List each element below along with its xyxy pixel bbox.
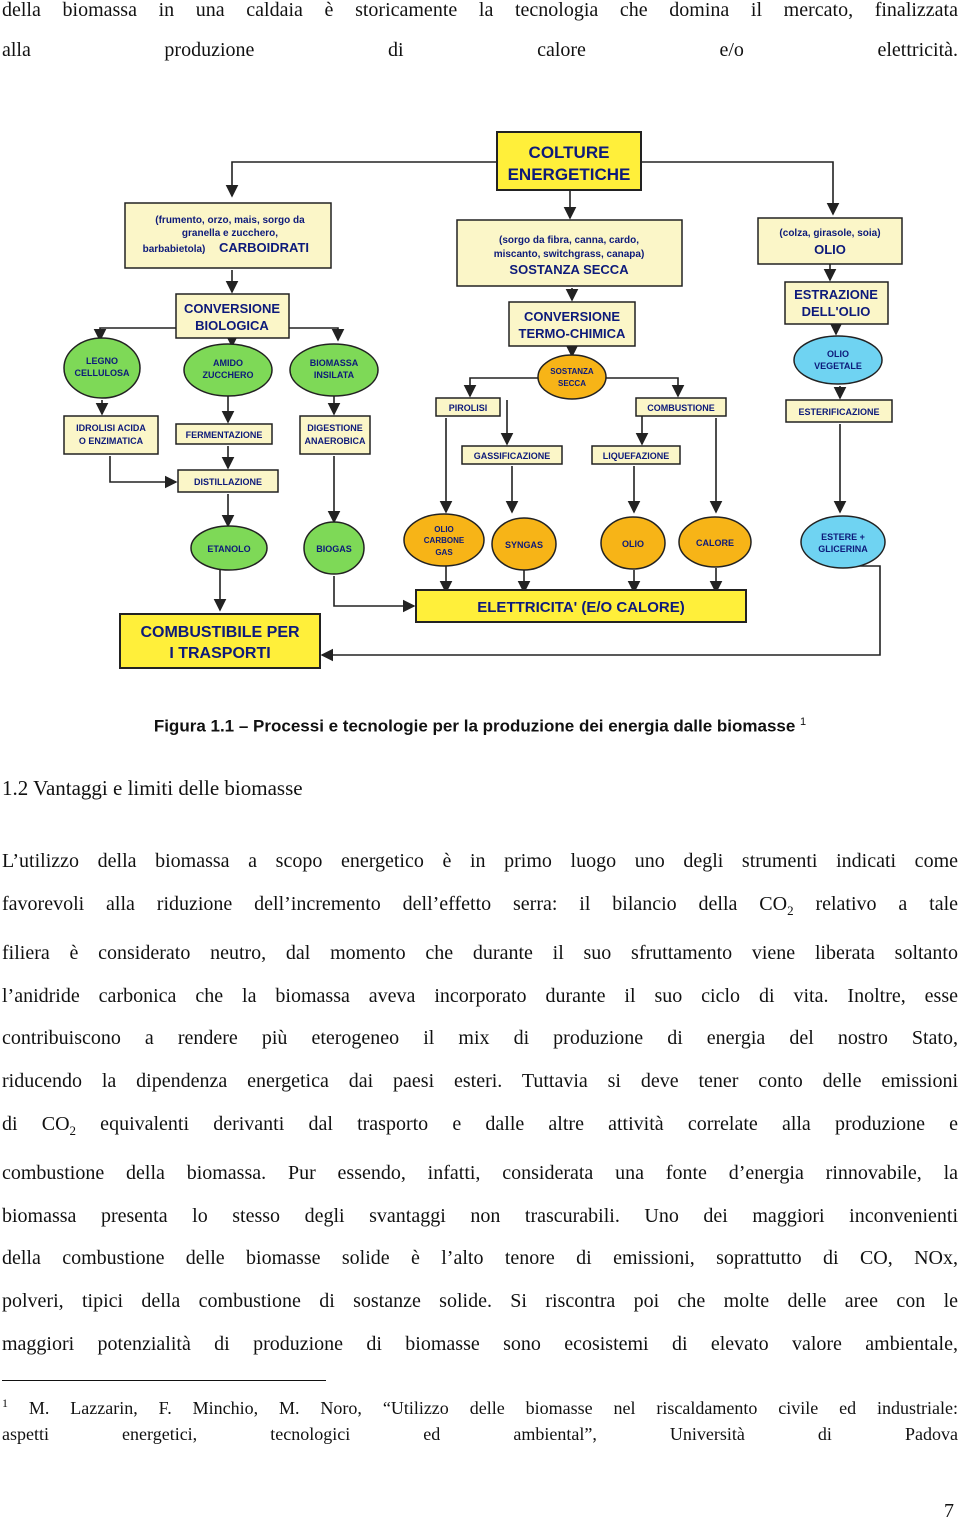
conversione-termochimica-box xyxy=(509,302,635,346)
svg-text:PIROLISI: PIROLISI xyxy=(448,403,488,413)
biomass-process-diagram xyxy=(0,0,960,700)
colture-energetiche-box xyxy=(497,132,641,190)
svg-text:(sorgo da fibra, canna, cardo,: (sorgo da fibra, canna, cardo, xyxy=(498,235,640,246)
body-line: favorevoli alla riduzione dell’incremento dell’effetto serra: il bilancio della $CO_2$ relativo a tale xyxy=(2,892,959,918)
sostanza-secca-oval xyxy=(538,355,606,399)
svg-text:VEGETALE: VEGETALE xyxy=(814,361,862,371)
svg-text:COMBUSTIONE: COMBUSTIONE xyxy=(647,403,715,413)
svg-text:DELL'OLIO: DELL'OLIO xyxy=(801,304,871,319)
svg-text:miscanto, switchgrass, canapa): miscanto, switchgrass, canapa) xyxy=(493,249,645,260)
svg-text:LEGNO: LEGNO xyxy=(85,356,119,366)
svg-text:barbabietola): barbabietola) xyxy=(142,244,206,255)
svg-text:SOSTANZA: SOSTANZA xyxy=(550,367,594,376)
amido-zucchero-oval xyxy=(184,344,272,396)
svg-text:GAS: GAS xyxy=(435,548,453,557)
etanolo-oval xyxy=(191,526,267,570)
svg-text:O ENZIMATICA: O ENZIMATICA xyxy=(78,436,144,446)
svg-text:GLICERINA: GLICERINA xyxy=(818,544,868,554)
body-line: filiera è considerato neutro, dal momento che durante il suo sfruttamento viene liberata soltanto xyxy=(2,942,958,965)
footnote-divider xyxy=(2,1380,326,1381)
body-line: biomassa presenta lo stesso degli svantaggi non trascurabili. Uno dei maggiori inconvenienti xyxy=(2,1204,958,1227)
calore-oval xyxy=(679,517,751,567)
svg-text:ESTERE +: ESTERE + xyxy=(821,532,865,542)
section-heading: 1.2 Vantaggi e limiti delle biomasse xyxy=(2,776,303,800)
body-line: contribuiscono a rendere più eterogeneo il mix di produzione di energia del nostro Stato, xyxy=(2,1027,958,1050)
pirolisi-box xyxy=(436,398,500,416)
svg-text:CONVERSIONE: CONVERSIONE xyxy=(183,301,281,316)
svg-text:CARBOIDRATI: CARBOIDRATI xyxy=(218,240,310,255)
gassificazione-box xyxy=(462,446,562,464)
svg-text:FERMENTAZIONE: FERMENTAZIONE xyxy=(185,430,263,440)
svg-text:OLIO: OLIO xyxy=(814,242,846,257)
svg-text:SYNGAS: SYNGAS xyxy=(504,540,544,550)
body-paragraph xyxy=(2,840,958,1365)
svg-text:COLTURE: COLTURE xyxy=(528,143,610,162)
svg-text:CALORE: CALORE xyxy=(696,538,734,548)
footnote-mark: 1 xyxy=(2,1396,8,1410)
svg-text:(colza, girasole, soia): (colza, girasole, soia) xyxy=(779,228,881,239)
body-line: riducendo la dipendenza energetica dai paesi esteri. Tuttavia si deve tener conto delle emissioni xyxy=(2,1069,958,1092)
olio-carbone-gas-oval xyxy=(404,514,484,566)
svg-text:DISTILLAZIONE: DISTILLAZIONE xyxy=(194,477,262,487)
estrazione-olio-box xyxy=(785,282,888,324)
svg-text:I TRASPORTI: I TRASPORTI xyxy=(169,645,271,662)
carboidrati-box xyxy=(125,203,331,268)
combustibile-trasporti-box xyxy=(120,614,320,668)
svg-text:ANAEROBICA: ANAEROBICA xyxy=(304,436,366,446)
distillazione-box xyxy=(178,470,278,492)
syngas-oval xyxy=(492,518,556,570)
combustione-box xyxy=(636,398,726,416)
svg-text:ESTRAZIONE: ESTRAZIONE xyxy=(794,287,878,302)
biogas-oval xyxy=(304,522,364,574)
body-line: maggiori potenzialità di produzione di biomasse sono ecosistemi di elevato valore ambientale, xyxy=(2,1332,958,1355)
footnote xyxy=(2,1390,958,1447)
intro-line: della biomassa in una caldaia è storicamente la tecnologia che domina il mercato, finalizzata xyxy=(2,0,958,21)
body-line: combustione della biomassa. Pur essendo, infatti, considerata una fonte d’energia rinnovabile, la xyxy=(2,1162,958,1185)
svg-text:ZUCCHERO: ZUCCHERO xyxy=(202,370,254,380)
svg-text:granella e zucchero,: granella e zucchero, xyxy=(181,228,279,239)
svg-text:LIQUEFAZIONE: LIQUEFAZIONE xyxy=(602,451,670,461)
svg-text:CARBONE: CARBONE xyxy=(423,536,465,545)
svg-text:AMIDO: AMIDO xyxy=(213,358,243,368)
svg-text:OLIO: OLIO xyxy=(434,525,454,534)
svg-text:BIOMASSA: BIOMASSA xyxy=(309,358,359,368)
svg-text:TERMO-CHIMICA: TERMO-CHIMICA xyxy=(518,326,626,341)
body-line: polveri, tipici della combustione di sostanze solide. Si riscontra poi che molte delle aree con le xyxy=(2,1289,958,1312)
sostanza-secca-box xyxy=(457,220,682,286)
svg-text:DIGESTIONE: DIGESTIONE xyxy=(307,423,363,433)
svg-text:ETANOLO: ETANOLO xyxy=(207,544,251,554)
liquefazione-box xyxy=(592,446,680,464)
svg-text:ESTERIFICAZIONE: ESTERIFICAZIONE xyxy=(798,407,880,417)
svg-text:CONVERSIONE: CONVERSIONE xyxy=(523,309,621,324)
idrolisi-box xyxy=(64,416,158,454)
olio-output-oval xyxy=(601,517,665,569)
olio-vegetale-oval xyxy=(794,336,882,384)
body-line: l’anidride carbonica che la biomassa aveva incorporato durante il suo ciclo di vita. Inoltre, esse xyxy=(2,984,958,1007)
figure-caption-text: Figura 1.1 – Processi e tecnologie per la produzione dei energia dalle biomasse xyxy=(153,716,796,736)
svg-text:(frumento, orzo, mais, sorgo d: (frumento, orzo, mais, sorgo da xyxy=(155,215,305,226)
footnote-reference: 1 xyxy=(800,716,807,728)
svg-text:GASSIFICAZIONE: GASSIFICAZIONE xyxy=(473,451,551,461)
page-number: 7 xyxy=(944,1500,954,1522)
svg-text:COMBUSTIBILE PER: COMBUSTIBILE PER xyxy=(140,624,300,641)
conversione-biologica-box xyxy=(176,294,289,338)
digestione-box xyxy=(300,416,370,454)
esterificazione-box xyxy=(786,400,892,422)
svg-text:IDROLISI ACIDA: IDROLISI ACIDA xyxy=(76,423,146,433)
svg-text:SECCA: SECCA xyxy=(557,379,587,388)
body-line: della combustione delle biomasse solide è l’alto tenore di emissioni, soprattutto di CO, NOx, xyxy=(2,1247,958,1270)
body-line: L’utilizzo della biomassa a scopo energetico è in primo luogo uno degli strumenti indicati come xyxy=(2,850,958,872)
biomassa-insilata-oval xyxy=(290,344,378,396)
svg-text:BIOLOGICA: BIOLOGICA xyxy=(195,318,269,333)
body-line: di $CO_2$ equivalenti derivanti dal trasporto e dalle altre attività correlate alla produzione e xyxy=(2,1112,958,1138)
olio-box xyxy=(758,218,902,264)
elettricita-box xyxy=(416,590,746,622)
legno-cellulosa-oval xyxy=(64,338,140,398)
estere-glicerina-oval xyxy=(801,516,885,568)
svg-text:OLIO: OLIO xyxy=(827,349,849,359)
intro-line: alla produzione di calore e/o elettricità. xyxy=(2,39,958,61)
svg-text:SOSTANZA SECCA: SOSTANZA SECCA xyxy=(509,262,629,277)
svg-text:ELETTRICITA' (E/O CALORE): ELETTRICITA' (E/O CALORE) xyxy=(477,599,685,616)
footnote-line: aspetti energetici, tecnologici ed ambiental”, Università di Padova xyxy=(2,1424,958,1444)
fermentazione-box xyxy=(176,424,272,444)
footnote-line: $^1$ M. Lazzarin, F. Minchio, M. Noro, “Utilizzo delle biomasse nel riscaldamento civile ed industriale: xyxy=(2,1396,958,1418)
svg-text:OLIO: OLIO xyxy=(622,539,644,549)
svg-text:BIOGAS: BIOGAS xyxy=(316,544,352,554)
figure-caption xyxy=(0,716,960,737)
svg-text:ENERGETICHE: ENERGETICHE xyxy=(507,165,631,184)
svg-text:CELLULOSA: CELLULOSA xyxy=(74,368,130,378)
svg-text:INSILATA: INSILATA xyxy=(313,370,355,380)
